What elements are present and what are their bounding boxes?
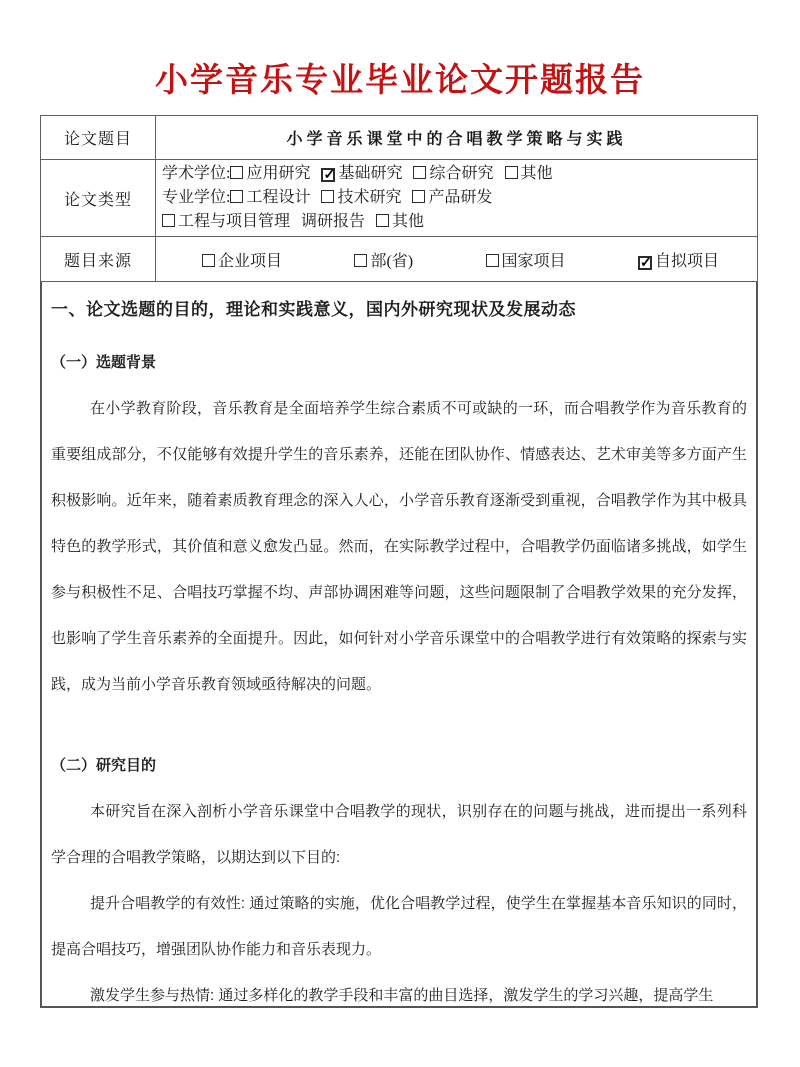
option-label: 产品研发: [428, 189, 493, 206]
background-paragraph: 在小学教育阶段，音乐教育是全面培养学生综合素质不可或缺的一环，而合唱教学作为音乐教育的重要组成部分，不仅能够有效提升学生的音乐素养，还能在团队协作、情感表达、艺术审美等多方面产生积极影响。近年来，随着素质教育理念的深入人心，小学音乐教育逐渐受到重视，合唱教学作为其中极具特色的教学形式，其价值和意义愈发凸显。然而，在实际教学过程中，合唱教学仍面临诸多挑战，如学生参与积极性不足、合唱技巧掌握不均、声部协调困难等问题，这些问题限制了合唱教学效果的充分发挥，也影响了学生音乐素养的全面提升。因此，如何针对小学音乐课堂中的合唱教学进行有效策略的探索与实践，成为当前小学音乐教育领域亟待解决的问题。: [51, 400, 747, 693]
checkbox-checked-icon[interactable]: ✓: [639, 255, 652, 271]
topic-source-options-cell: [156, 237, 758, 282]
option-unchecked: [230, 165, 310, 182]
option-checked: [638, 248, 719, 271]
checkbox-checked-icon[interactable]: ✓: [323, 168, 336, 183]
option-label: 基础研究: [338, 165, 403, 182]
checkbox-unchecked-icon[interactable]: [505, 166, 518, 179]
purpose-paragraph-effectiveness: 提升合唱教学的有效性: 通过策略的实施，优化合唱教学过程，使学生在掌握基本音乐知识的同时，提高合唱技巧，增强团队协作能力和音乐表现力。: [51, 895, 747, 958]
other-type-line: [162, 210, 751, 234]
option-unchecked: [321, 189, 401, 206]
option-label: 工程设计: [246, 189, 311, 206]
table-row-thesis-title: [41, 116, 758, 160]
section-one-heading: 一、论文选题的目的，理论和实践意义，国内外研究现状及发展动态: [51, 300, 576, 319]
checkbox-unchecked-icon[interactable]: [376, 214, 389, 227]
option-unchecked: [202, 248, 282, 271]
option-unchecked: [162, 213, 290, 230]
topic-source-label: 题目来源: [41, 237, 156, 282]
academic-degree-prefix: 学术学位:: [162, 165, 231, 182]
option-label: 自拟项目: [654, 252, 719, 270]
thesis-info-table: [40, 115, 758, 282]
checkbox-unchecked-icon[interactable]: [354, 254, 367, 267]
checkbox-unchecked-icon[interactable]: [230, 190, 243, 203]
thesis-title-value: 小学音乐课堂中的合唱教学策略与实践: [156, 116, 758, 160]
option-checked: [321, 165, 402, 182]
option-unchecked: [505, 165, 553, 182]
option-unchecked: [413, 165, 493, 182]
section-one-content-box: [40, 282, 758, 1008]
topic-source-options: [162, 248, 751, 271]
table-row-topic-source: [41, 237, 758, 282]
thesis-type-label: 论文类型: [41, 160, 156, 237]
professional-degree-line: [162, 186, 751, 210]
option-label: 应用研究: [246, 165, 311, 182]
purpose-paragraph-enthusiasm: 激发学生参与热情: 通过多样化的教学手段和丰富的曲目选择，激发学生的学习兴趣，提高学生: [90, 987, 714, 1004]
checkbox-unchecked-icon[interactable]: [202, 254, 215, 267]
checkbox-unchecked-icon[interactable]: [486, 254, 499, 267]
option-label: 其他: [392, 213, 425, 230]
option-unchecked: [301, 213, 365, 230]
option-label: 综合研究: [429, 165, 494, 182]
option-label: 企业项目: [218, 252, 283, 270]
other-type-options: [162, 213, 435, 230]
academic-degree-line: [162, 162, 751, 186]
checkbox-unchecked-icon[interactable]: [230, 166, 243, 179]
option-unchecked: [230, 189, 310, 206]
professional-degree-prefix: 专业学位:: [162, 189, 231, 206]
thesis-type-options-cell: [156, 160, 758, 237]
checkbox-unchecked-icon[interactable]: [162, 214, 175, 227]
thesis-title-label: 论文题目: [41, 116, 156, 160]
option-label: 调研报告: [301, 213, 366, 230]
checkbox-unchecked-icon[interactable]: [413, 166, 426, 179]
checkbox-unchecked-icon[interactable]: [321, 190, 334, 203]
option-label: 部(省): [370, 252, 414, 270]
professional-degree-options: [230, 189, 503, 206]
purpose-subheading: （二）研究目的: [51, 757, 157, 774]
purpose-paragraph-intro: 本研究旨在深入剖析小学音乐课堂中合唱教学的现状，识别存在的问题与挑战，进而提出一系列科学合理的合唱教学策略，以期达到以下目的:: [51, 803, 747, 866]
background-subheading: （一）选题背景: [51, 354, 157, 371]
option-label: 其他: [520, 165, 553, 182]
table-row-thesis-type: [41, 160, 758, 237]
page-title: 小学音乐专业毕业论文开题报告: [155, 61, 645, 98]
option-label: 技术研究: [337, 189, 402, 206]
option-label: 国家项目: [501, 252, 566, 270]
option-unchecked: [486, 248, 566, 271]
option-unchecked: [412, 189, 492, 206]
academic-degree-options: [230, 165, 563, 182]
option-unchecked: [376, 213, 424, 230]
option-unchecked: [354, 248, 413, 271]
option-label: 工程与项目管理: [178, 213, 291, 230]
checkbox-unchecked-icon[interactable]: [412, 190, 425, 203]
